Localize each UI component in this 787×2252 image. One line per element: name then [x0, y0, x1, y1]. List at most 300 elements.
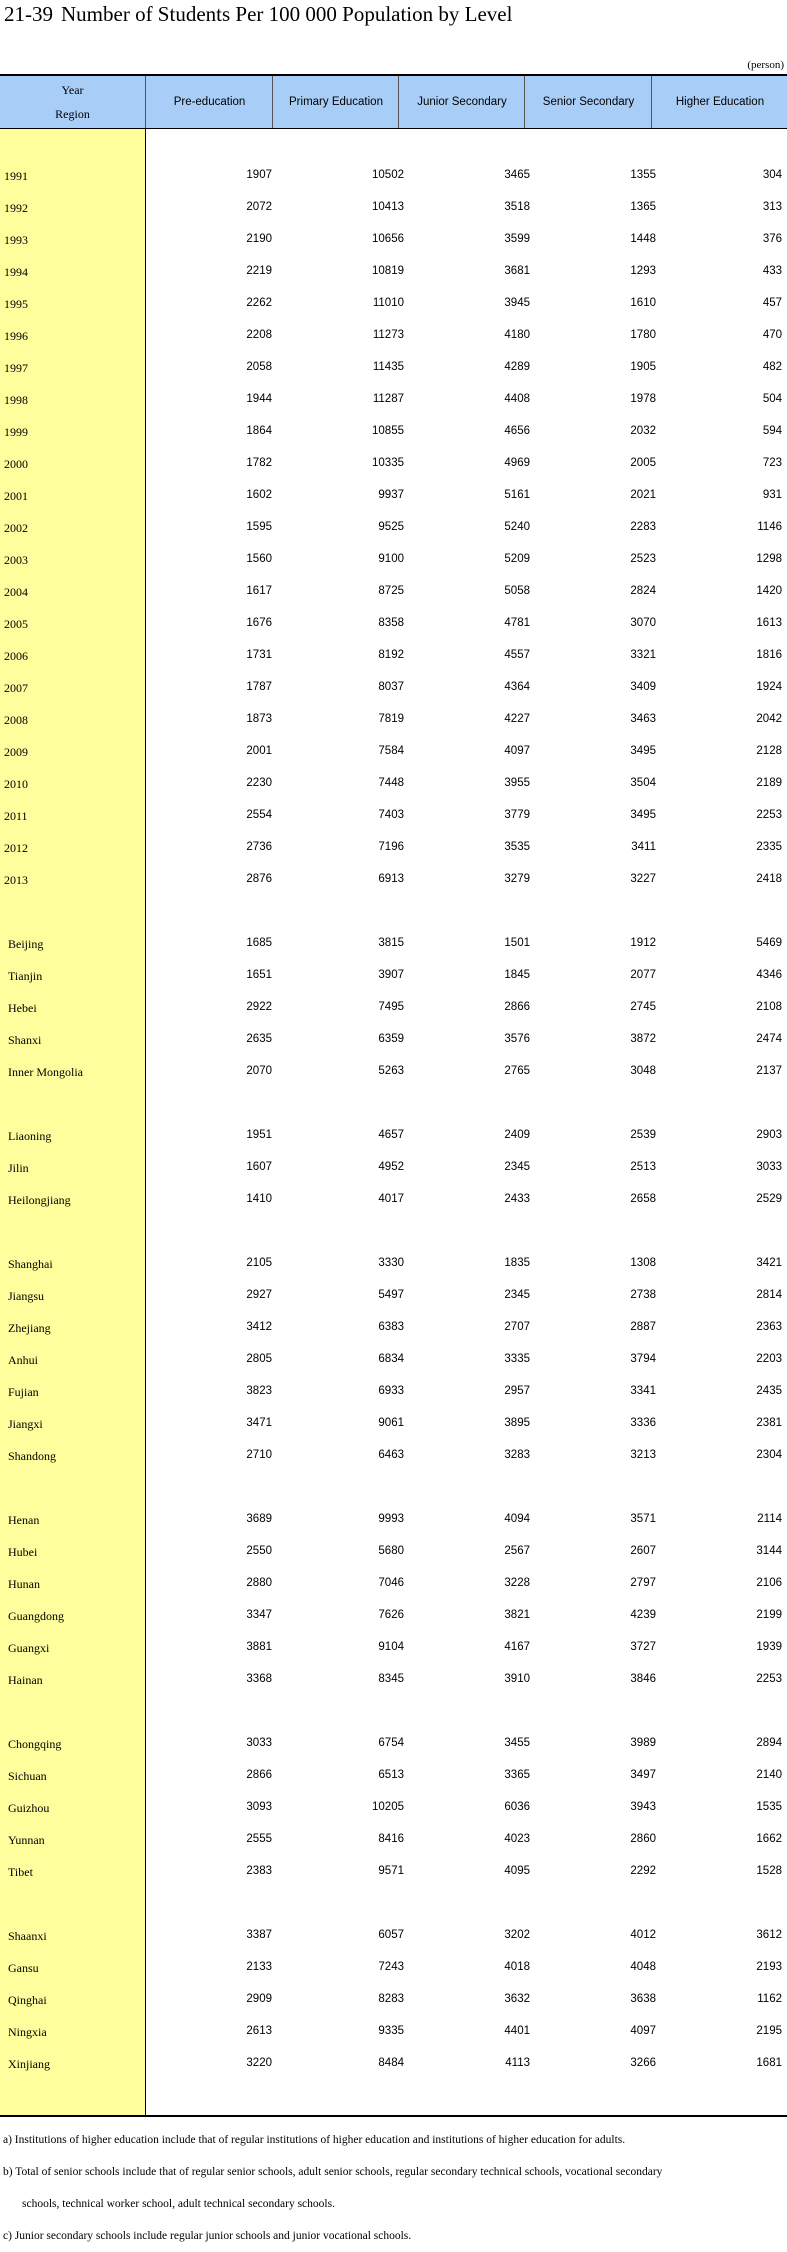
table-cell: 4095 — [504, 1865, 530, 1877]
region-label: Henan — [8, 1513, 40, 1527]
year-row — [0, 742, 787, 762]
region-row — [0, 1958, 787, 1978]
table-cell: 2903 — [756, 1129, 782, 1141]
col-header-higher-education: Higher Education — [651, 76, 787, 128]
table-cell: 4969 — [504, 457, 530, 469]
table-cell: 3455 — [504, 1737, 530, 1749]
table-cell: 3093 — [246, 1801, 272, 1813]
region-label: Hainan — [8, 1673, 43, 1687]
table-cell: 1610 — [630, 297, 656, 309]
table-cell: 7448 — [378, 777, 404, 789]
table-cell: 3213 — [630, 1449, 656, 1461]
table-cell: 1787 — [246, 681, 272, 693]
table-cell: 7819 — [378, 713, 404, 725]
region-row — [0, 1286, 787, 1306]
year-row — [0, 166, 787, 186]
table-cell: 3907 — [378, 969, 404, 981]
table-cell: 2381 — [756, 1417, 782, 1429]
year-label: 1999 — [4, 425, 28, 439]
table-cell: 1924 — [756, 681, 782, 693]
table-cell: 2866 — [246, 1769, 272, 1781]
year-row — [0, 550, 787, 570]
year-header: Year — [61, 83, 84, 97]
year-row — [0, 294, 787, 314]
year-row — [0, 774, 787, 794]
table-cell: 11287 — [372, 393, 404, 405]
year-row — [0, 646, 787, 666]
year-row — [0, 870, 787, 890]
region-label: Xinjiang — [8, 2057, 50, 2071]
table-cell: 1602 — [246, 489, 272, 501]
table-cell: 4018 — [504, 1961, 530, 1973]
table-cell: 504 — [762, 393, 782, 405]
table-cell: 1978 — [630, 393, 656, 405]
table-cell: 3465 — [504, 169, 530, 181]
table-cell: 6933 — [378, 1385, 404, 1397]
table-cell: 2554 — [246, 809, 272, 821]
table-cell: 3411 — [631, 841, 656, 853]
year-row — [0, 422, 787, 442]
region-row — [0, 1446, 787, 1466]
year-label: 1992 — [4, 201, 28, 215]
year-row — [0, 518, 787, 538]
year-label: 2000 — [4, 457, 28, 471]
region-row — [0, 1510, 787, 1530]
table-cell: 3227 — [630, 873, 656, 885]
col-header-senior-secondary: Senior Secondary — [524, 76, 652, 128]
table-cell: 2613 — [246, 2025, 272, 2037]
table-cell: 3681 — [504, 265, 530, 277]
table-cell: 6057 — [378, 1929, 404, 1941]
table-cell: 10855 — [372, 425, 404, 437]
table-cell: 433 — [762, 265, 782, 277]
region-label: Jilin — [8, 1161, 29, 1175]
year-label: 2012 — [4, 841, 28, 855]
table-cell: 2707 — [504, 1321, 530, 1333]
table-cell: 2745 — [630, 1001, 656, 1013]
table-cell: 1617 — [246, 585, 272, 597]
table-cell: 4012 — [630, 1929, 656, 1941]
table-cell: 1662 — [756, 1833, 782, 1845]
table-cell: 2738 — [630, 1289, 656, 1301]
table-cell: 3989 — [630, 1737, 656, 1749]
table-cell: 3794 — [630, 1353, 656, 1365]
table-cell: 3070 — [630, 617, 656, 629]
region-row — [0, 1158, 787, 1178]
table-cell: 7196 — [378, 841, 404, 853]
table-cell: 2292 — [630, 1865, 656, 1877]
year-row — [0, 806, 787, 826]
year-label: 2005 — [4, 617, 28, 631]
table-cell: 7243 — [378, 1961, 404, 1973]
table-cell: 1905 — [630, 361, 656, 373]
table-cell: 3283 — [504, 1449, 530, 1461]
region-label: Jiangxi — [8, 1417, 43, 1431]
table-cell: 1873 — [246, 713, 272, 725]
table-cell: 2887 — [630, 1321, 656, 1333]
table-cell: 2058 — [246, 361, 272, 373]
table-cell: 4557 — [504, 649, 530, 661]
table-cell: 2607 — [630, 1545, 656, 1557]
table-cell: 3412 — [246, 1321, 272, 1333]
table-cell: 9104 — [378, 1641, 404, 1653]
table-cell: 1595 — [246, 521, 272, 533]
table-cell: 10205 — [372, 1801, 404, 1813]
table-cell: 2128 — [756, 745, 782, 757]
table-cell: 7584 — [378, 745, 404, 757]
table-cell: 11010 — [372, 297, 404, 309]
table-cell: 4656 — [504, 425, 530, 437]
table-cell: 3881 — [246, 1641, 272, 1653]
year-row — [0, 390, 787, 410]
region-label: Tianjin — [8, 969, 43, 983]
year-label: 2004 — [4, 585, 28, 599]
region-label: Yunnan — [8, 1833, 45, 1847]
table-cell: 4097 — [630, 2025, 656, 2037]
table-cell: 5240 — [504, 521, 530, 533]
year-label: 2009 — [4, 745, 28, 759]
region-label: Hunan — [8, 1577, 40, 1591]
table-cell: 7046 — [378, 1577, 404, 1589]
table-cell: 1681 — [756, 2057, 782, 2069]
table-cell: 2304 — [756, 1449, 782, 1461]
table-cell: 2005 — [630, 457, 656, 469]
table-cell: 723 — [762, 457, 782, 469]
region-row — [0, 998, 787, 1018]
table-number: 21-39 — [4, 2, 53, 26]
table-cell: 2927 — [246, 1289, 272, 1301]
region-row — [0, 1318, 787, 1338]
region-label: Liaoning — [8, 1129, 52, 1143]
year-label: 2006 — [4, 649, 28, 663]
table-cell: 9937 — [378, 489, 404, 501]
table-cell: 9100 — [378, 553, 404, 565]
region-row — [0, 1798, 787, 1818]
footnote-a: a) Institutions of higher education include that of regular institutions of higher education and institutions of higher education for adults. — [3, 2134, 626, 2146]
table-cell: 10819 — [372, 265, 404, 277]
table-header — [0, 76, 787, 129]
table-cell: 2736 — [246, 841, 272, 853]
table-cell: 2529 — [756, 1193, 782, 1205]
region-label: Guangdong — [8, 1609, 64, 1623]
table-cell: 2797 — [630, 1577, 656, 1589]
table-cell: 2001 — [246, 745, 272, 757]
year-row — [0, 838, 787, 858]
table-cell: 4048 — [630, 1961, 656, 1973]
table-cell: 4239 — [630, 1609, 656, 1621]
year-row — [0, 710, 787, 730]
table-cell: 2383 — [246, 1865, 272, 1877]
table-cell: 4167 — [504, 1641, 530, 1653]
table-cell: 1782 — [246, 457, 272, 469]
table-cell: 2230 — [246, 777, 272, 789]
region-row — [0, 1126, 787, 1146]
table-cell: 3535 — [504, 841, 530, 853]
region-row — [0, 1606, 787, 1626]
table-cell: 3895 — [504, 1417, 530, 1429]
region-label: Ningxia — [8, 2025, 47, 2039]
year-row — [0, 678, 787, 698]
table-cell: 3368 — [246, 1673, 272, 1685]
table-cell: 3571 — [630, 1513, 656, 1525]
table-cell: 2418 — [756, 873, 782, 885]
table-cell: 2042 — [756, 713, 782, 725]
table-cell: 1907 — [246, 169, 272, 181]
table-cell: 2190 — [246, 233, 272, 245]
table-cell: 1864 — [246, 425, 272, 437]
table-cell: 1951 — [246, 1129, 272, 1141]
region-row — [0, 1670, 787, 1690]
table-cell: 8037 — [378, 681, 404, 693]
table-cell: 1944 — [246, 393, 272, 405]
table-cell: 3823 — [246, 1385, 272, 1397]
table-cell: 1410 — [246, 1193, 272, 1205]
table-cell: 1816 — [756, 649, 782, 661]
table-cell: 3144 — [756, 1545, 782, 1557]
region-row — [0, 1830, 787, 1850]
table-cell: 1731 — [246, 649, 272, 661]
table-cell: 6754 — [378, 1737, 404, 1749]
table-cell: 2363 — [756, 1321, 782, 1333]
table-cell: 6913 — [378, 873, 404, 885]
col-header-pre-education: Pre-education — [145, 76, 273, 128]
table-cell: 4023 — [504, 1833, 530, 1845]
table-cell: 3638 — [630, 1993, 656, 2005]
table-cell: 7495 — [378, 1001, 404, 1013]
table-cell: 1560 — [246, 553, 272, 565]
table-cell: 2880 — [246, 1577, 272, 1589]
table-cell: 3910 — [504, 1673, 530, 1685]
table-cell: 2262 — [246, 297, 272, 309]
region-label: Shanghai — [8, 1257, 53, 1271]
table-cell: 3779 — [504, 809, 530, 821]
footnote-b-continued: schools, technical worker school, adult technical secondary schools. — [22, 2198, 335, 2210]
table-cell: 2909 — [246, 1993, 272, 2005]
table-cell: 2805 — [246, 1353, 272, 1365]
region-label: Beijing — [8, 937, 44, 951]
table-cell: 8283 — [378, 1993, 404, 2005]
table-cell: 4017 — [378, 1193, 404, 1205]
table-cell: 3727 — [630, 1641, 656, 1653]
table-cell: 3576 — [504, 1033, 530, 1045]
table-cell: 2199 — [756, 1609, 782, 1621]
table-cell: 1528 — [756, 1865, 782, 1877]
year-label: 2003 — [4, 553, 28, 567]
table-cell: 3202 — [504, 1929, 530, 1941]
table-cell: 3815 — [378, 937, 404, 949]
region-row — [0, 934, 787, 954]
table-cell: 3689 — [246, 1513, 272, 1525]
col-header-primary-education: Primary Education — [272, 76, 399, 128]
table-cell: 1146 — [757, 521, 782, 533]
table-cell: 1676 — [246, 617, 272, 629]
table-cell: 1613 — [756, 617, 782, 629]
table-cell: 6359 — [378, 1033, 404, 1045]
table-cell: 3033 — [246, 1737, 272, 1749]
table-cell: 1308 — [630, 1257, 656, 1269]
year-row — [0, 614, 787, 634]
region-row — [0, 1350, 787, 1370]
year-label: 2008 — [4, 713, 28, 727]
table-cell: 2345 — [504, 1161, 530, 1173]
table-cell: 2555 — [246, 1833, 272, 1845]
table-cell: 1298 — [756, 553, 782, 565]
table-cell: 4401 — [504, 2025, 530, 2037]
table-cell: 8484 — [378, 2057, 404, 2069]
table-cell: 4113 — [505, 2057, 530, 2069]
table-cell: 2070 — [246, 1065, 272, 1077]
table-cell: 2137 — [756, 1065, 782, 1077]
table-cell: 10335 — [372, 457, 404, 469]
year-label: 2007 — [4, 681, 28, 695]
table-cell: 3421 — [756, 1257, 782, 1269]
table-cell: 2077 — [630, 969, 656, 981]
table-cell: 2203 — [756, 1353, 782, 1365]
region-label: Guizhou — [8, 1801, 50, 1815]
year-label: 2013 — [4, 873, 28, 887]
year-region-header — [0, 76, 145, 128]
region-row — [0, 1926, 787, 1946]
table-cell: 3347 — [246, 1609, 272, 1621]
col-header-junior-secondary: Junior Secondary — [398, 76, 525, 128]
year-row — [0, 262, 787, 282]
region-row — [0, 966, 787, 986]
table-cell: 2433 — [504, 1193, 530, 1205]
region-header: Region — [55, 107, 90, 121]
page-title — [4, 2, 512, 27]
table-cell: 2253 — [756, 1673, 782, 1685]
table-cell: 1607 — [246, 1161, 272, 1173]
table-cell: 4227 — [504, 713, 530, 725]
table-cell: 2474 — [756, 1033, 782, 1045]
region-label: Sichuan — [8, 1769, 47, 1783]
table-cell: 3266 — [630, 2057, 656, 2069]
table-cell: 2106 — [756, 1577, 782, 1589]
region-label: Zhejiang — [8, 1321, 51, 1335]
region-row — [0, 1766, 787, 1786]
table-cell: 3504 — [630, 777, 656, 789]
table-cell: 4289 — [504, 361, 530, 373]
year-label: 1996 — [4, 329, 28, 343]
table-cell: 11435 — [372, 361, 404, 373]
table-cell: 3943 — [630, 1801, 656, 1813]
table-cell: 2824 — [630, 585, 656, 597]
table-cell: 1912 — [630, 937, 656, 949]
region-row — [0, 1062, 787, 1082]
year-row — [0, 230, 787, 250]
table-cell: 1651 — [246, 969, 272, 981]
table-cell: 457 — [762, 297, 782, 309]
year-label: 2002 — [4, 521, 28, 535]
region-label: Guangxi — [8, 1641, 50, 1655]
year-label: 1991 — [4, 169, 28, 183]
table-cell: 1685 — [246, 937, 272, 949]
table-cell: 7626 — [378, 1609, 404, 1621]
table-cell: 4657 — [378, 1129, 404, 1141]
year-label: 2011 — [4, 809, 28, 823]
table-cell: 3336 — [630, 1417, 656, 1429]
table-cell: 5058 — [504, 585, 530, 597]
table-cell: 2814 — [756, 1289, 782, 1301]
table-cell: 2072 — [246, 201, 272, 213]
table-cell: 3471 — [246, 1417, 272, 1429]
table-cell: 3335 — [504, 1353, 530, 1365]
table-cell: 9061 — [378, 1417, 404, 1429]
table-cell: 2140 — [756, 1769, 782, 1781]
table-cell: 2635 — [246, 1033, 272, 1045]
footnote-c: c) Junior secondary schools include regular junior schools and junior vocational schools. — [3, 2230, 412, 2242]
table-cell: 10502 — [372, 169, 404, 181]
table-cell: 3463 — [630, 713, 656, 725]
table-cell: 6513 — [378, 1769, 404, 1781]
table-cell: 2435 — [756, 1385, 782, 1397]
table-cell: 5263 — [378, 1065, 404, 1077]
table-cell: 2409 — [504, 1129, 530, 1141]
year-label: 1997 — [4, 361, 28, 375]
table-cell: 5680 — [378, 1545, 404, 1557]
table-cell: 482 — [762, 361, 782, 373]
table-cell: 1420 — [756, 585, 782, 597]
region-label: Anhui — [8, 1353, 38, 1367]
region-label: Shanxi — [8, 1033, 42, 1047]
table-cell: 2567 — [504, 1545, 530, 1557]
table-cell: 2710 — [246, 1449, 272, 1461]
table-cell: 2253 — [756, 809, 782, 821]
table-cell: 2219 — [246, 265, 272, 277]
table-cell: 1939 — [756, 1641, 782, 1653]
region-label: Inner Mongolia — [8, 1065, 83, 1079]
table-cell: 3341 — [630, 1385, 656, 1397]
table-cell: 2550 — [246, 1545, 272, 1557]
table-cell: 2032 — [630, 425, 656, 437]
table-cell: 2957 — [504, 1385, 530, 1397]
table-cell: 2866 — [504, 1001, 530, 1013]
region-label: Shaanxi — [8, 1929, 47, 1943]
table-cell: 1162 — [757, 1993, 782, 2005]
table-cell: 2195 — [756, 2025, 782, 2037]
table-cell: 3612 — [756, 1929, 782, 1941]
table-cell: 2876 — [246, 873, 272, 885]
table-cell: 3872 — [630, 1033, 656, 1045]
region-label: Chongqing — [8, 1737, 62, 1751]
table-cell: 2133 — [246, 1961, 272, 1973]
table-cell: 4364 — [504, 681, 530, 693]
footnotes — [3, 2124, 783, 2252]
table-cell: 3048 — [630, 1065, 656, 1077]
year-row — [0, 486, 787, 506]
table-cell: 8192 — [378, 649, 404, 661]
table-cell: 2513 — [630, 1161, 656, 1173]
region-label: Shandong — [8, 1449, 56, 1463]
region-label: Tibet — [8, 1865, 33, 1879]
region-label: Hebei — [8, 1001, 37, 1015]
table-cell: 3033 — [756, 1161, 782, 1173]
year-label: 1995 — [4, 297, 28, 311]
year-label: 1998 — [4, 393, 28, 407]
table-title: Number of Students Per 100 000 Population by Level — [61, 2, 513, 26]
region-row — [0, 1382, 787, 1402]
table-cell: 9993 — [378, 1513, 404, 1525]
table-cell: 8358 — [378, 617, 404, 629]
table-cell: 313 — [762, 201, 782, 213]
year-row — [0, 198, 787, 218]
region-row — [0, 1414, 787, 1434]
table-cell: 2193 — [756, 1961, 782, 1973]
region-row — [0, 1030, 787, 1050]
table-cell: 3846 — [630, 1673, 656, 1685]
table-cell: 5209 — [504, 553, 530, 565]
year-row — [0, 358, 787, 378]
